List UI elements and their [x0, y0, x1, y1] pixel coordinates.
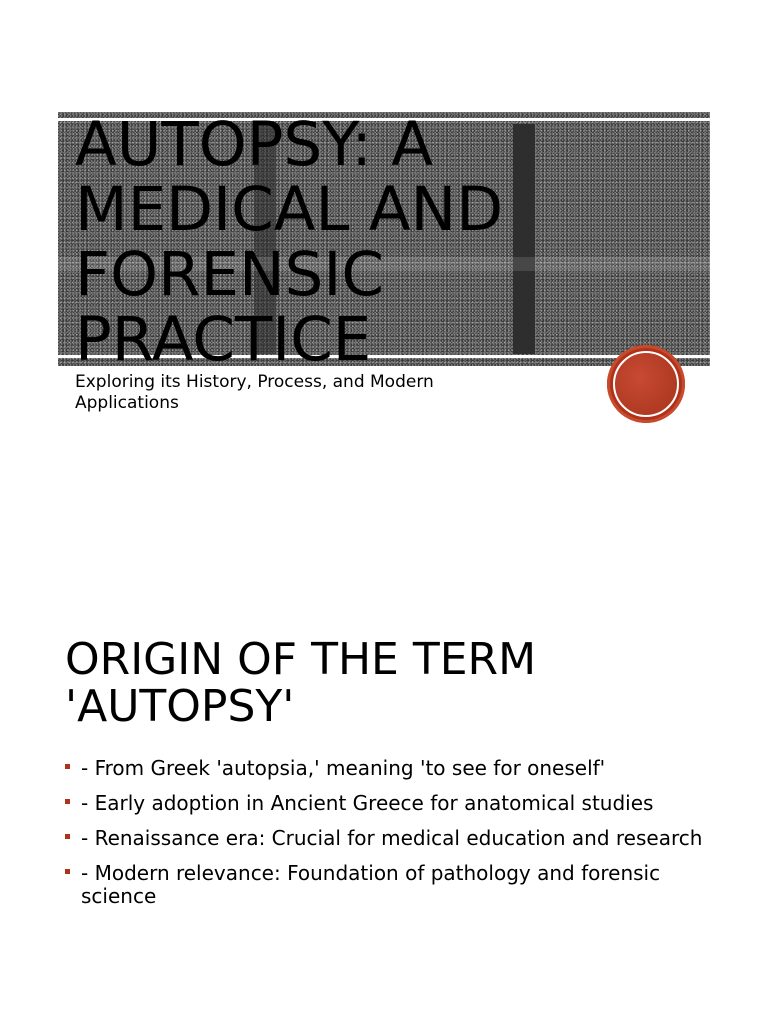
- bullet-text: - Modern relevance: Foundation of pathology and forensic science: [81, 861, 661, 908]
- bullet-marker-icon: [65, 764, 70, 769]
- slide-title: AUTOPSY: A MEDICAL AND FORENSIC PRACTICE: [75, 109, 504, 375]
- badge-ring: [613, 351, 679, 417]
- bullet-marker-icon: [65, 834, 70, 839]
- bullet-item: [65, 757, 715, 780]
- bullet-text: - Early adoption in Ancient Greece for anatomical studies: [81, 791, 654, 815]
- bullet-text: - From Greek 'autopsia,' meaning 'to see for oneself': [81, 756, 606, 780]
- bullet-list: [65, 757, 715, 920]
- bullet-item: [65, 827, 715, 850]
- slide-subtitle: Exploring its History, Process, and Modern Applications: [75, 372, 434, 413]
- section-title: ORIGIN OF THE TERM 'AUTOPSY': [65, 634, 537, 732]
- bullet-marker-icon: [65, 869, 70, 874]
- bullet-text: - Renaissance era: Crucial for medical education and research: [81, 826, 703, 850]
- bullet-item: [65, 792, 715, 815]
- bullet-marker-icon: [65, 799, 70, 804]
- bullet-item: [65, 862, 715, 908]
- decorative-circle-badge: [607, 345, 685, 423]
